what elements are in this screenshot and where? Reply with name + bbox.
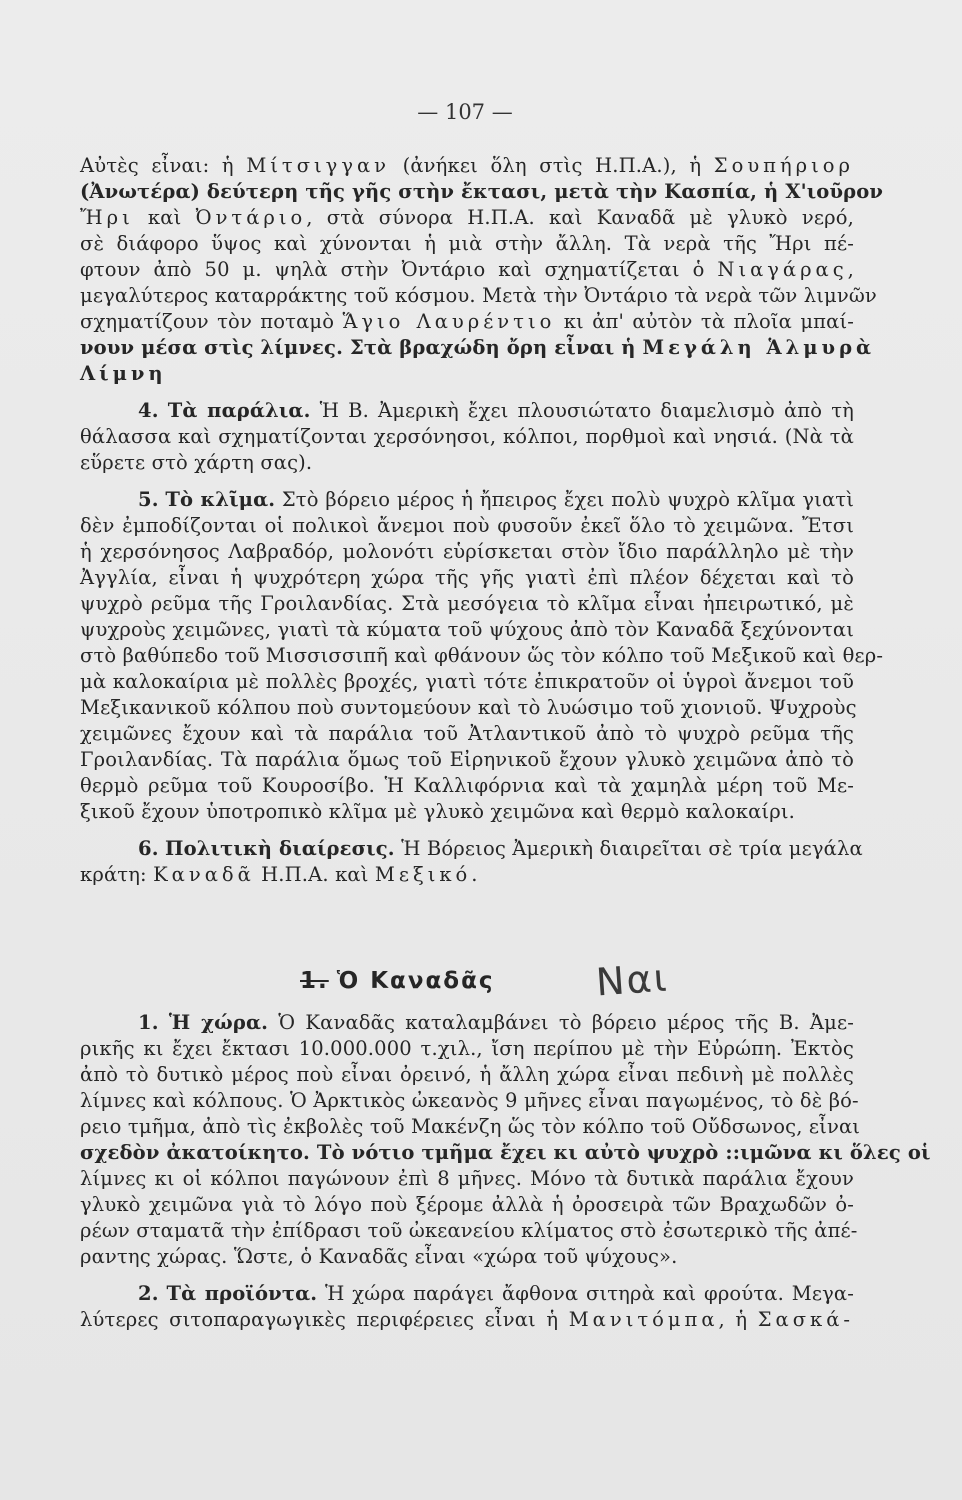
niagara-name: Νιαγάρας: [717, 258, 848, 281]
text-line: [80, 864, 478, 886]
text-line: [80, 259, 854, 281]
text-line: λίμνες κι οἱ κόλποι παγώνουν ἐπὶ 8 μῆνες. Μόνο τὰ δυτικὰ παράλια ἔχουν: [80, 1167, 854, 1190]
text-line: ψυχροὺς χειμῶνες, γιατὶ τὰ κύματα τοῦ ψύχους ἀπὸ τὸν Καναδᾶ ξεχύνονται: [80, 618, 854, 641]
text-line: ρέων σταματᾶ τὴν ἐπίδρασι τοῦ ὠκεανείου κλίματος στὸ ἐσωτερικὸ τῆς ἀπέ-: [80, 1219, 858, 1242]
text-line: [80, 336, 876, 359]
text-span: Ἡ χώρα παράγει ἄφθονα σιτηρὰ καὶ φρούτα. Μεγα-: [317, 1282, 854, 1305]
text-line: ρειο τμῆμα, ἀπὸ τὶς ἐκβολὲς τοῦ Μακένζη ὥς τὸν κόλπο τοῦ Οὔδσωνος, εἶναι: [80, 1115, 861, 1138]
text-line: στὸ βαθύπεδο τοῦ Μισσισσιπῆ καὶ φθάνουν ὥς τὸν κόλπο τοῦ Μεξικοῦ καὶ θερ-: [80, 644, 884, 667]
handwritten-note: Ναι: [594, 955, 670, 1005]
section-4-heading-line: [138, 400, 854, 422]
region-name-saskatchewan: Σασκά-: [757, 1308, 854, 1331]
text-span: , ἡ: [718, 1308, 758, 1331]
text-line: λίμνες καὶ κόλπους. Ὁ Ἀρκτικὸς ὠκεανὸς 9 μῆνες εἶναι παγωμένος, τὸ δὲ βό-: [80, 1089, 859, 1112]
page-number: — 107 —: [417, 100, 513, 124]
text-span: , στὰ σύνορα Η.Π.Α. καὶ Καναδᾶ μὲ γλυκὸ νερό,: [306, 206, 854, 229]
section-title: Ἡ χώρα.: [168, 1011, 269, 1034]
section-number: 4.: [138, 399, 159, 422]
text-line: δὲν ἐμποδίζονται οἱ πολικοὶ ἄνεμοι ποὺ φυσοῦν ἐκεῖ ὅλο τὸ χειμῶνα. Ἔτσι: [80, 514, 854, 537]
text-span: Ἡ Β. Ἀμερικὴ ἔχει πλουσιώτατο διαμελισμὸ ἀπὸ τὴ: [310, 399, 854, 422]
section-number: 1.: [138, 1011, 159, 1034]
text-span: Ἡ Βόρειος Ἀμερικὴ διαιρεῖται σὲ τρία μεγάλα: [394, 837, 863, 860]
text-line: θάλασσα καὶ σχηματίζονται χερσόνησοι, κόλποι, πορθμοὶ καὶ νησιά. (Νὰ τὰ: [80, 425, 854, 448]
text-line: [80, 311, 854, 333]
text-line: ἡ χερσόνησος Λαβραδόρ, μολονότι εὑρίσκεται στὸν ἴδιο παράλληλο μὲ τὴν: [80, 540, 854, 563]
chapter-title: Ὁ Καναδᾶς: [336, 968, 495, 994]
text-line: ρικῆς κι ἔχει ἔκτασι 10.000.000 τ.χιλ., ἴση περίπου μὲ τὴν Εὐρώπη. Ἐκτὸς: [80, 1037, 854, 1060]
section-number: 2.: [138, 1282, 159, 1305]
section-title: Τὸ κλῖμα.: [165, 488, 276, 511]
lake-name-superior: Σουπήριορ: [713, 154, 854, 177]
text-line: γλυκὸ χειμῶνα γιὰ τὸ λόγο ποὺ ξέρομε ἀλλὰ ἡ ὀροσειρὰ τῶν Βραχωδῶν ὀ-: [80, 1193, 854, 1216]
lake-name-great-salt: Μεγάλη Ἁλμυρὰ: [642, 336, 876, 359]
lake-name-michigan: Μίτσιγγαν: [246, 154, 391, 177]
text-span: Αὐτὲς εἶναι: ἡ: [80, 154, 247, 177]
lake-name-erie: Ἤρι: [80, 206, 134, 229]
text-line: ψυχρὸ ρεῦμα τῆς Γροιλανδίας. Στὰ μεσόγεια τὸ κλῖμα εἶναι ἠπειρωτικό, μὲ: [80, 592, 854, 615]
text-line: ραντης χώρας. Ὥστε, ὁ Καναδᾶς εἶναι «χώρα τοῦ ψύχους».: [80, 1245, 678, 1268]
section-title: Τὰ προϊόντα.: [166, 1282, 318, 1305]
country-name-mexico: Μεξικό: [374, 863, 472, 886]
text-line: μὰ καλοκαίρια μὲ πολλὲς βροχές, γιατὶ τότε ἐπικρατοῦν οἱ ὑγροὶ ἄνεμοι τοῦ: [80, 670, 854, 693]
text-span: .: [471, 863, 478, 886]
text-line: Μεξικανικοῦ κόλπου ποὺ συντομεύουν καὶ τὸ λυώσιμο τοῦ χιονιοῦ. Ψυχροὺς: [80, 696, 857, 719]
text-line: Ἀγγλία, εἶναι ἡ ψυχρότερη χώρα τῆς γῆς γιατὶ ἐπὶ πλέον δέχεται καὶ τὸ: [80, 566, 854, 589]
section-5-heading-line: [138, 489, 854, 511]
text-span: νουν μέσα στὶς λίμνες. Στὰ βραχώδη ὄρη εἶναι ἡ: [80, 336, 643, 359]
country-name-canada: Καναδᾶ: [153, 863, 255, 886]
text-span: κράτη:: [80, 863, 154, 886]
section-6-heading-line: [138, 837, 863, 860]
text-span: Ὁ Καναδᾶς καταλαμβάνει τὸ βόρειο μέρος τῆς Β. Ἀμε-: [268, 1011, 854, 1034]
text-span: φτουν ἀπὸ 50 μ. ψηλὰ στὴν Ὀντάριο καὶ σχηματίζεται ὁ: [80, 258, 718, 281]
text-line: Γροιλανδίας. Τὰ παράλια ὅμως τοῦ Εἰρηνικοῦ ἔχουν γλυκὸ χειμῶνα ἀπὸ τὸ: [80, 748, 854, 771]
lake-name-ontario: Ὀντάριο: [195, 206, 307, 229]
section-number: 5.: [138, 488, 159, 511]
text-span: Στὸ βόρειο μέρος ἡ ἤπειρος ἔχει πολὺ ψυχρὸ κλῖμα γιατὶ: [275, 488, 854, 511]
text-span: Η.Π.Α. καὶ: [261, 863, 375, 886]
text-line: [80, 155, 854, 177]
text-line: ἀπὸ τὸ δυτικὸ μέρος ποὺ εἶναι ὀρεινό, ἡ ἄλλη χώρα εἶναι πεδινὴ μὲ πολλὲς: [80, 1063, 854, 1086]
text-span: (ἀνήκει ὅλη στὶς Η.Π.Α.), ἡ: [390, 154, 714, 177]
text-line: σὲ διάφορο ὕψος καὶ χύνονται ἡ μιὰ στὴν ἄλλη. Τὰ νερὰ τῆς Ἤρι πέ-: [80, 232, 854, 255]
canada-1-heading-line: [138, 1012, 854, 1034]
section-number: 6.: [138, 837, 159, 860]
text-span: κι ἀπ' αὐτὸν τὰ πλοῖα μπαί-: [555, 310, 854, 333]
text-span: λύτερες σιτοπαραγωγικὲς περιφέρειες εἶναι ἡ: [80, 1308, 569, 1331]
text-line: μεγαλύτερος καταρράκτης τοῦ κόσμου. Μετὰ τὴν Ὀντάριο τὰ νερὰ τῶν λιμνῶν: [80, 284, 877, 307]
text-span: καὶ: [133, 206, 196, 229]
river-name-st-lawrence: Ἅγιο Λαυρέντιο: [342, 310, 556, 333]
text-line: (Ἀνωτέρα) δεύτερη τῆς γῆς στὴν ἔκτασι, μετὰ τὴν Κασπία, ἡ Χ'ιοῦρον: [80, 180, 884, 203]
chapter-heading: [300, 968, 495, 994]
section-title: Πολιτικὴ διαίρεσις.: [165, 837, 395, 860]
canada-2-heading-line: [138, 1283, 854, 1305]
struck-number: 1.: [300, 968, 329, 994]
text-line: θερμὸ ρεῦμα τοῦ Κουροσίβο. Ἡ Καλλιφόρνια καὶ τὰ χαμηλὰ μέρη τοῦ Με-: [80, 774, 854, 797]
text-span: σχηματίζουν τὸν ποταμὸ: [80, 310, 343, 333]
text-line: [80, 1309, 854, 1331]
text-line: εὕρετε στὸ χάρτη σας).: [80, 451, 313, 474]
section-title: Τὰ παράλια.: [167, 399, 311, 422]
text-line: Λίμνη: [80, 362, 167, 385]
text-line: σχεδὸν ἀκατοίκητο. Τὸ νότιο τμῆμα ἔχει κι αὐτὸ ψυχρὸ ::ιμῶνα κι ὅλες οἱ: [80, 1141, 931, 1164]
text-line: [80, 207, 854, 229]
text-line: χειμῶνες ἔχουν καὶ τὰ παράλια τοῦ Ἀτλαντικοῦ ἀπὸ τὸ ψυχρὸ ρεῦμα τῆς: [80, 722, 854, 745]
text-span: ,: [847, 258, 854, 281]
region-name-manitoba: Μανιτόμπα: [568, 1308, 719, 1331]
text-line: ξικοῦ ἔχουν ὑποτροπικὸ κλῖμα μὲ γλυκὸ χειμῶνα καὶ θερμὸ καλοκαίρι.: [80, 800, 795, 823]
